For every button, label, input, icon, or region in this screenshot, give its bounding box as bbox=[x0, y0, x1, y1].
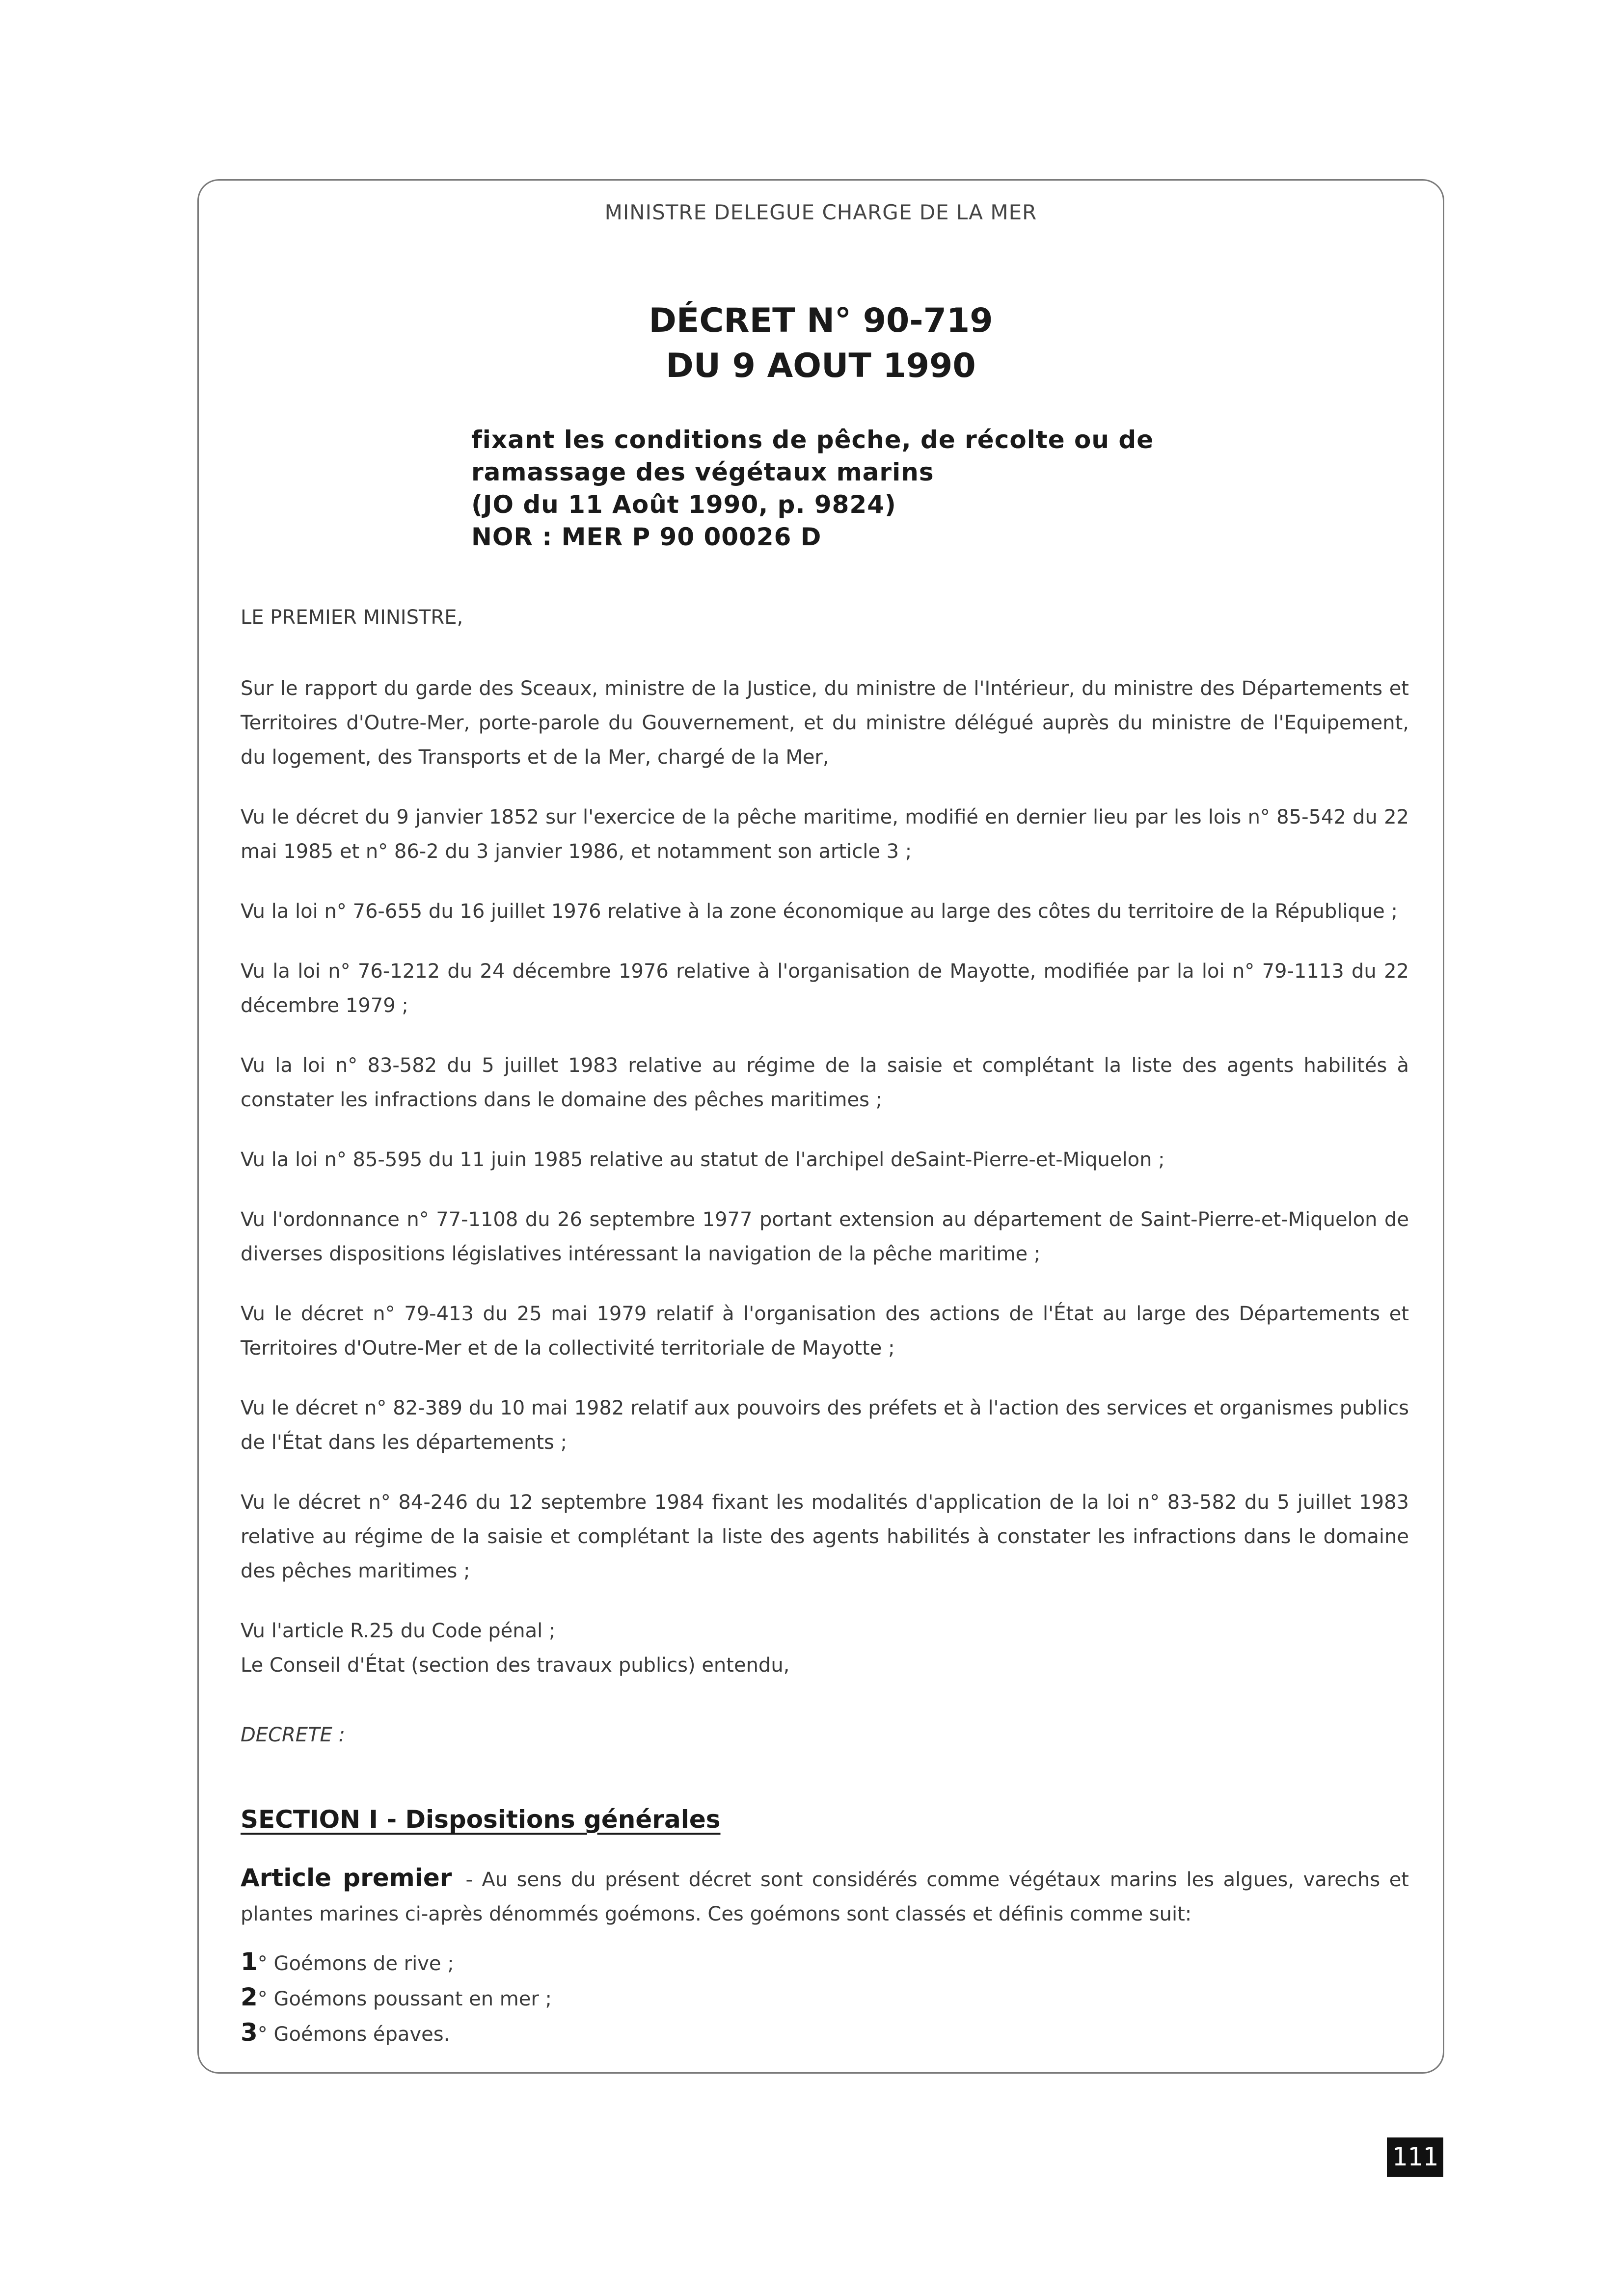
list-item-text: ° Goémons poussant en mer ; bbox=[257, 1988, 552, 2010]
subtitle-line2: ramassage des végétaux marins bbox=[471, 458, 934, 486]
decree-title-line2: DU 9 AOUT 1990 bbox=[666, 347, 976, 385]
visa-paragraph: Sur le rapport du garde des Sceaux, ministre de la Justice, du ministre de l'Intérieur, du ministre des Départements et Territoires d'Outre-Mer, porte-parole du Gouvernement, et du ministre délégué auprès du ministre de l'Equipement, du logement, des Transports et de la Mer, chargé de la Mer, bbox=[241, 677, 1409, 769]
decree-title-line1: DÉCRET N° 90-719 bbox=[649, 301, 993, 340]
visa-paragraph: Vu la loi n° 76-1212 du 24 décembre 1976 relative à l'organisation de Mayotte, modifiée par la loi n° 79-1113 du 22 décembre 1979 ; bbox=[241, 960, 1409, 1017]
decree-title bbox=[199, 298, 1443, 389]
list-item-text: ° Goémons épaves. bbox=[257, 2023, 450, 2046]
visa-paragraph: Vu la loi n° 83-582 du 5 juillet 1983 relative au régime de la saisie et complétant la liste des agents habilités à constater les infractions dans le domaine des pêches maritimes ; bbox=[241, 1054, 1409, 1111]
subtitle-line3: (JO du 11 Août 1990, p. 9824) bbox=[471, 490, 896, 519]
visa-paragraph: Vu le décret n° 79-413 du 25 mai 1979 relatif à l'organisation des actions de l'État au large des Départements et Territoires d'Outre-Mer et de la collectivité territoriale de Mayotte ; bbox=[241, 1303, 1409, 1360]
visa-paragraph: Vu la loi n° 76-655 du 16 juillet 1976 relative à la zone économique au large des côtes du territoire de la République ; bbox=[241, 900, 1398, 923]
article-text: - Au sens du présent décret sont considérés comme végétaux marins les algues, varechs et plantes marines ci-après dénommés goémons. Ces goémons sont classés et définis comme suit: bbox=[241, 1869, 1409, 1925]
page-number: 111 bbox=[1387, 2137, 1443, 2177]
premier-ministre: LE PREMIER MINISTRE, bbox=[241, 606, 463, 629]
visa-paragraph: Vu l'ordonnance n° 77-1108 du 26 septembre 1977 portant extension au département de Saint-Pierre-et-Miquelon de diverses dispositions législatives intéressant la navigation de la pêche maritime ; bbox=[241, 1208, 1409, 1265]
visa-paragraph: Vu la loi n° 85-595 du 11 juin 1985 relative au statut de l'archipel deSaint-Pierre-et-Miquelon ; bbox=[241, 1148, 1165, 1171]
list-item-number: 2 bbox=[241, 1983, 258, 2011]
article-premier bbox=[241, 1861, 1409, 1931]
decree-subtitle bbox=[471, 424, 1257, 553]
decrete: DECRETE : bbox=[241, 1724, 345, 1746]
visa-final-line1: Vu l'article R.25 du Code pénal ; bbox=[241, 1620, 556, 1642]
subtitle-line4: NOR : MER P 90 00026 D bbox=[471, 523, 822, 551]
list-item-number: 1 bbox=[241, 1948, 258, 1976]
list-item-number: 3 bbox=[241, 2018, 258, 2047]
goemon-classes bbox=[241, 1945, 552, 2051]
visa-final-line2: Le Conseil d'État (section des travaux publics) entendu, bbox=[241, 1654, 790, 1677]
page-frame bbox=[197, 179, 1444, 2074]
visa-paragraph: Vu le décret n° 82-389 du 10 mai 1982 relatif aux pouvoirs des préfets et à l'action des services et organismes publics de l'État dans les départements ; bbox=[241, 1397, 1409, 1454]
list-item bbox=[241, 2016, 552, 2051]
list-item bbox=[241, 1945, 552, 1980]
article-label: Article premier bbox=[241, 1864, 452, 1892]
visa-paragraph: Vu le décret n° 84-246 du 12 septembre 1984 fixant les modalités d'application de la loi n° 83-582 du 5 juillet 1983 relative au régime de la saisie et complétant la liste des agents habilités à constater les infractions dans le domaine des pêches maritimes ; bbox=[241, 1491, 1409, 1582]
list-item-text: ° Goémons de rive ; bbox=[257, 1952, 454, 1975]
section-title: SECTION I - Dispositions générales bbox=[241, 1805, 721, 1834]
visas bbox=[241, 671, 1409, 1708]
subtitle-line1: fixant les conditions de pêche, de récolte ou de bbox=[471, 426, 1154, 454]
visa-final bbox=[241, 1614, 1409, 1682]
visa-paragraph: Vu le décret du 9 janvier 1852 sur l'exercice de la pêche maritime, modifié en dernier lieu par les lois n° 85-542 du 22 mai 1985 et n° 86-2 du 3 janvier 1986, et notamment son article 3 ; bbox=[241, 806, 1409, 863]
list-item bbox=[241, 1980, 552, 2016]
ministry-header: MINISTRE DELEGUE CHARGE DE LA MER bbox=[604, 200, 1037, 224]
